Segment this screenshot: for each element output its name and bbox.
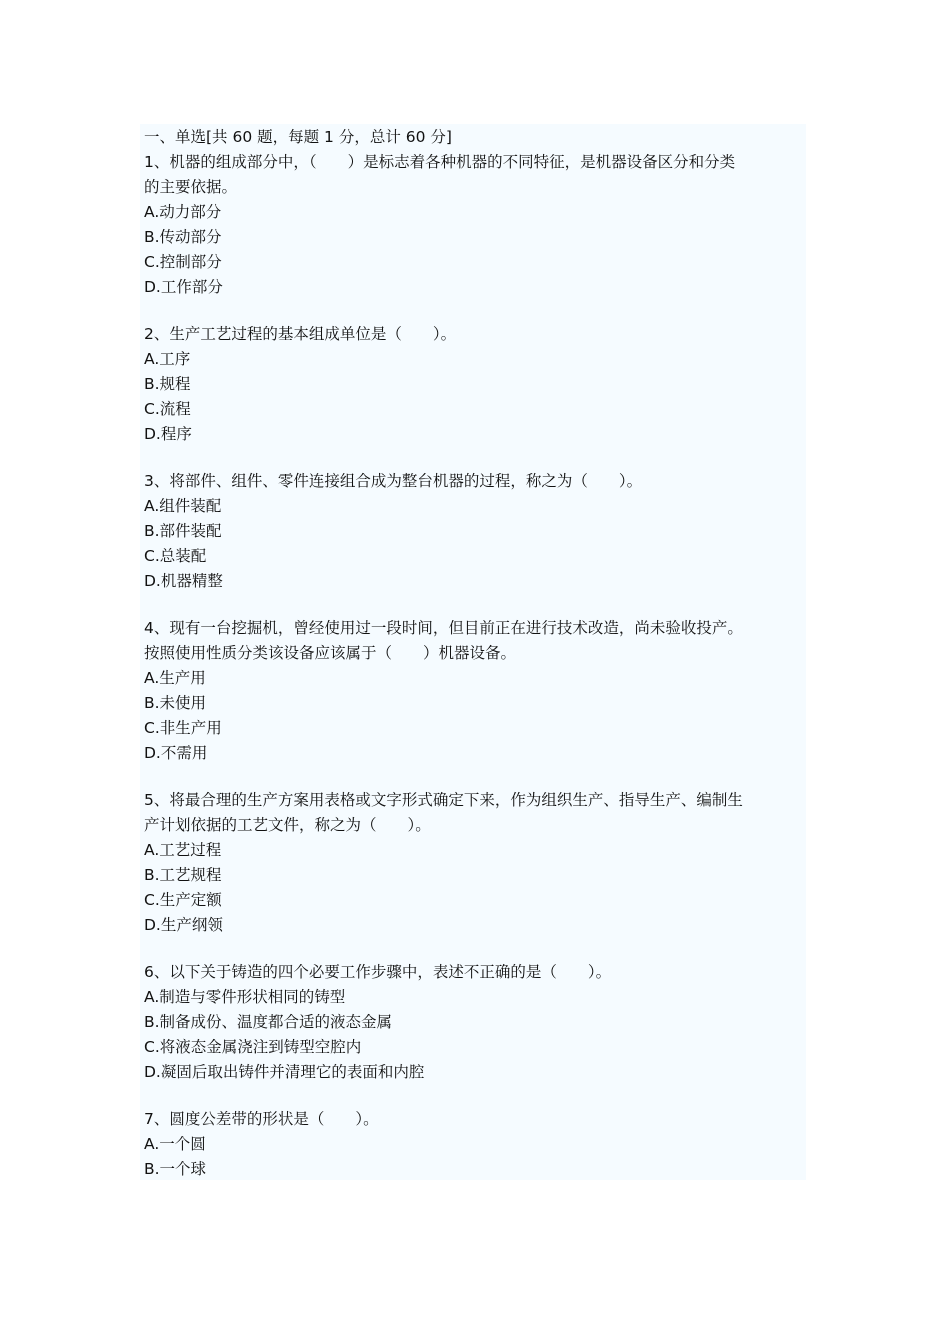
question-stem: 1、机器的组成部分中，（ ）是标志着各种机器的不同特征，是机器设备区分和分类: [144, 153, 736, 171]
question-4: [144, 616, 802, 766]
question-3: [144, 469, 802, 594]
option-c: C.生产定额: [144, 891, 222, 909]
option-d: D.不需用: [144, 744, 208, 762]
option-b: B.未使用: [144, 694, 207, 712]
question-5: [144, 788, 802, 938]
question-stem: 4、现有一台挖掘机，曾经使用过一段时间，但目前正在进行技术改造，尚未验收投产。: [144, 619, 743, 637]
option-d: D.凝固后取出铸件并清理它的表面和内腔: [144, 1063, 425, 1081]
option-a: A.一个圆: [144, 1135, 206, 1153]
question-stem: 7、圆度公差带的形状是（ ）。: [144, 1110, 379, 1128]
document-content: [140, 124, 806, 1180]
question-stem: 2、生产工艺过程的基本组成单位是（ ）。: [144, 325, 457, 343]
question-6: [144, 960, 802, 1085]
option-a: A.工艺过程: [144, 841, 222, 859]
option-b: B.部件装配: [144, 522, 222, 540]
question-stem: 产计划依据的工艺文件，称之为（ ）。: [144, 816, 431, 834]
question-1: [144, 150, 802, 300]
option-d: D.生产纲领: [144, 916, 223, 934]
option-b: B.工艺规程: [144, 866, 222, 884]
option-b: B.一个球: [144, 1160, 207, 1178]
question-2: [144, 322, 802, 447]
option-c: C.总装配: [144, 547, 207, 565]
option-c: C.流程: [144, 400, 191, 418]
question-stem: 6、以下关于铸造的四个必要工作步骤中，表述不正确的是（ ）。: [144, 963, 612, 981]
option-a: A.生产用: [144, 669, 206, 687]
option-c: C.非生产用: [144, 719, 222, 737]
option-a: A.工序: [144, 350, 191, 368]
question-stem: 3、将部件、组件、零件连接组合成为整台机器的过程，称之为（ ）。: [144, 472, 643, 490]
question-stem: 的主要依据。: [144, 178, 238, 196]
option-c: C.控制部分: [144, 253, 222, 271]
option-d: D.工作部分: [144, 278, 223, 296]
option-a: A.组件装配: [144, 497, 222, 515]
question-7: [144, 1107, 802, 1182]
question-stem: 按照使用性质分类该设备应该属于（ ）机器设备。: [144, 644, 517, 662]
question-stem: 5、将最合理的生产方案用表格或文字形式确定下来，作为组织生产、指导生产、编制生: [144, 791, 743, 809]
option-d: D.机器精整: [144, 572, 223, 590]
option-a: A.制造与零件形状相同的铸型: [144, 988, 346, 1006]
option-b: B.规程: [144, 375, 191, 393]
option-b: B.传动部分: [144, 228, 222, 246]
section-title: 一、单选[共 60 题，每题 1 分，总计 60 分]: [144, 128, 452, 146]
option-b: B.制备成份、温度都合适的液态金属: [144, 1013, 393, 1031]
option-d: D.程序: [144, 425, 192, 443]
option-a: A.动力部分: [144, 203, 222, 221]
option-c: C.将液态金属浇注到铸型空腔内: [144, 1038, 362, 1056]
